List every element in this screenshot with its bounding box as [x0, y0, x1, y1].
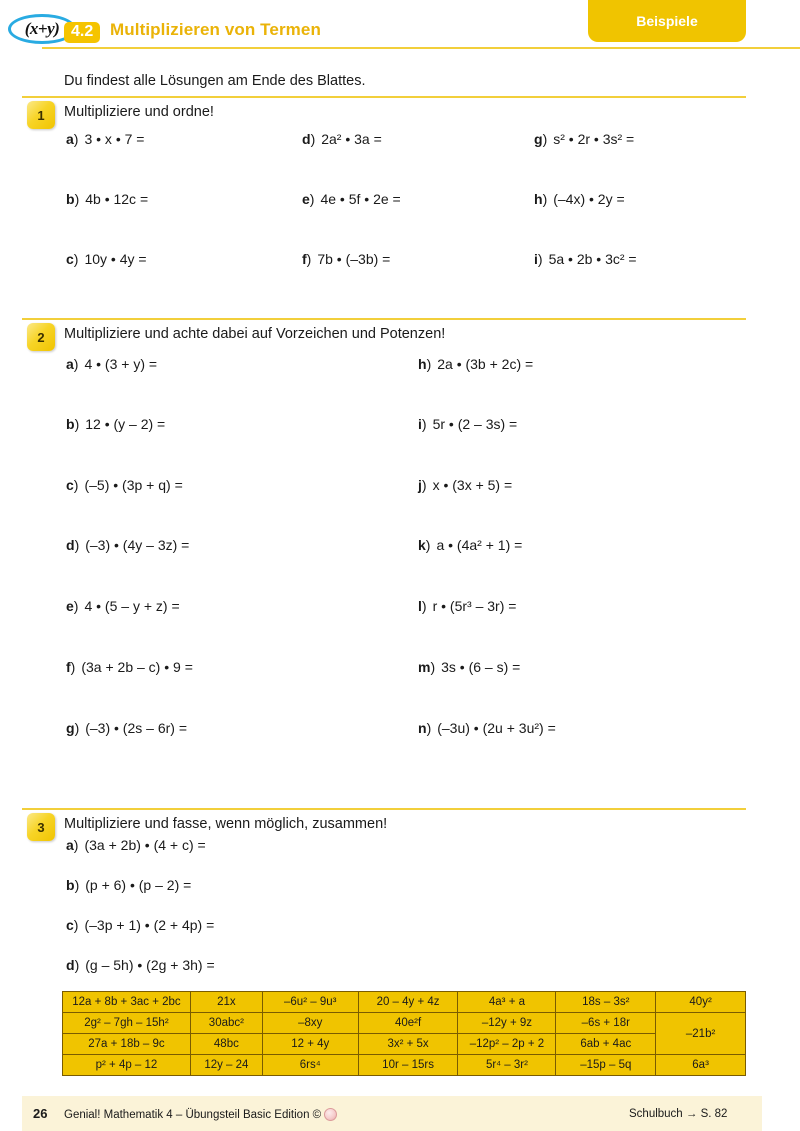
- item-expression: (p + 6) • (p – 2) =: [85, 877, 192, 893]
- item-expression: (–5) • (3p + q) =: [84, 477, 183, 493]
- answer-cell: –12p² – 2p + 2: [458, 1034, 556, 1055]
- answer-cell: 40y²: [656, 992, 746, 1013]
- item-expression: x • (3x + 5) =: [432, 477, 513, 493]
- item-label: a ): [66, 131, 78, 147]
- item-expression: 12 • (y – 2) =: [85, 416, 166, 432]
- item-label: n ): [418, 720, 431, 736]
- answer-cell: 10r – 15rs: [358, 1055, 458, 1076]
- answer-cell: 6ab + 4ac: [556, 1034, 656, 1055]
- section-divider: [22, 808, 746, 810]
- answer-cell: 12 + 4y: [262, 1034, 358, 1055]
- answer-cell: –8xy: [262, 1013, 358, 1034]
- header-divider: [42, 47, 800, 49]
- item-label: h ): [534, 191, 547, 207]
- item-label: d ): [66, 957, 79, 973]
- exercise-item-2d: [66, 537, 189, 553]
- answer-cell: 20 – 4y + 4z: [358, 992, 458, 1013]
- exercise-item-2c: [66, 477, 183, 493]
- item-label: g ): [66, 720, 79, 736]
- exercise-item-2l: [418, 598, 516, 614]
- item-expression: (3a + 2b) • (4 + c) =: [84, 837, 206, 853]
- item-label: c ): [66, 251, 78, 267]
- exercise-item-2f: [66, 659, 193, 675]
- item-expression: 3 • x • 7 =: [84, 131, 145, 147]
- exercise-number-badge-2: 2: [27, 323, 55, 351]
- item-expression: 2a • (3b + 2c) =: [437, 356, 534, 372]
- item-expression: 7b • (–3b) =: [317, 251, 391, 267]
- answer-cell: –15p – 5q: [556, 1055, 656, 1076]
- item-expression: 10y • 4y =: [84, 251, 147, 267]
- item-label: e ): [302, 191, 314, 207]
- table-row: [63, 1055, 746, 1076]
- item-expression: (–3u) • (2u + 3u²) =: [437, 720, 556, 736]
- exercise-item-3d: [66, 957, 215, 973]
- schulbuch-reference: Schulbuch → S. 82: [629, 1108, 728, 1120]
- exercise-item-1d: [302, 131, 382, 147]
- item-expression: r • (5r³ – 3r) =: [432, 598, 517, 614]
- footer-credit-text: Genial! Mathematik 4 – Übungsteil Basic Edition ©: [64, 1109, 322, 1121]
- section-divider: [22, 96, 746, 98]
- table-row: [63, 1034, 746, 1055]
- exercise-item-2m: [418, 659, 520, 675]
- footer-left-margin: [0, 1096, 22, 1131]
- section-divider: [22, 318, 746, 320]
- answer-cell: 48bc: [190, 1034, 262, 1055]
- answer-cell: 18s – 3s²: [556, 992, 656, 1013]
- exercise-item-1i: [534, 251, 637, 267]
- intro-text: Du findest alle Lösungen am Ende des Blattes.: [64, 73, 366, 89]
- exercise-item-2g: [66, 720, 187, 736]
- item-expression: a • (4a² + 1) =: [436, 537, 523, 553]
- exercise-item-1f: [302, 251, 390, 267]
- exercise-item-3b: [66, 877, 191, 893]
- answer-cell: 12a + 8b + 3ac + 2bc: [63, 992, 191, 1013]
- item-expression: 4 • (5 – y + z) =: [84, 598, 180, 614]
- answer-cell: 21x: [190, 992, 262, 1013]
- item-label: b ): [66, 416, 79, 432]
- footer-credit: [64, 1108, 337, 1121]
- answer-cell-merged: –21b²: [656, 1013, 746, 1055]
- item-expression: (3a + 2b – c) • 9 =: [81, 659, 193, 675]
- exercise-heading-1: Multipliziere und ordne!: [64, 104, 214, 120]
- item-expression: 2a² • 3a =: [321, 131, 382, 147]
- item-label: h ): [418, 356, 431, 372]
- item-label: b ): [66, 877, 79, 893]
- item-expression: 4b • 12c =: [85, 191, 149, 207]
- item-expression: (–3) • (2s – 6r) =: [85, 720, 188, 736]
- page-number: 26: [33, 1106, 48, 1121]
- item-expression: 4e • 5f • 2e =: [320, 191, 401, 207]
- item-label: c ): [66, 477, 78, 493]
- exercise-section-1: [0, 96, 800, 286]
- exercise-heading-2: Multipliziere und achte dabei auf Vorzeichen und Potenzen!: [64, 326, 446, 342]
- item-label: f ): [66, 659, 75, 675]
- answer-cell: p² + 4p – 12: [63, 1055, 191, 1076]
- table-row: [63, 992, 746, 1013]
- table-row: [63, 1013, 746, 1034]
- answer-cell: 5r⁴ – 3r²: [458, 1055, 556, 1076]
- exercise-number-badge-3: 3: [27, 813, 55, 841]
- exercise-section-2: [0, 318, 800, 758]
- exercise-item-2k: [418, 537, 522, 553]
- item-expression: (g – 5h) • (2g + 3h) =: [85, 957, 215, 973]
- exercise-item-3c: [66, 917, 214, 933]
- exercise-item-1g: [534, 131, 634, 147]
- page-footer: [0, 1096, 800, 1131]
- page-title: Multiplizieren von Termen: [110, 20, 321, 39]
- answer-cell: –12y + 9z: [458, 1013, 556, 1034]
- answer-cell: 6a³: [656, 1055, 746, 1076]
- footer-right-margin: [762, 1096, 800, 1131]
- exercise-item-1a: [66, 131, 144, 147]
- item-expression: s² • 2r • 3s² =: [553, 131, 635, 147]
- answer-cell: 4a³ + a: [458, 992, 556, 1013]
- exercise-item-2j: [418, 477, 512, 493]
- item-label: m ): [418, 659, 435, 675]
- answer-cell: 3x² + 5x: [358, 1034, 458, 1055]
- publisher-logo-icon: [324, 1108, 337, 1121]
- exercise-item-2h: [418, 356, 533, 372]
- exercise-number-badge-1: 1: [27, 101, 55, 129]
- item-label: i ): [418, 416, 427, 432]
- item-expression: 3s • (6 – s) =: [441, 659, 521, 675]
- logo-text: (x+y): [24, 19, 60, 38]
- answer-cell: –6s + 18r: [556, 1013, 656, 1034]
- exercise-item-2n: [418, 720, 556, 736]
- exercise-item-1h: [534, 191, 625, 207]
- exercise-item-1e: [302, 191, 401, 207]
- item-label: c ): [66, 917, 78, 933]
- item-expression: (–3p + 1) • (2 + 4p) =: [84, 917, 215, 933]
- item-label: g ): [534, 131, 547, 147]
- item-expression: 4 • (3 + y) =: [84, 356, 158, 372]
- exercise-heading-3: Multipliziere und fasse, wenn möglich, zusammen!: [64, 816, 388, 832]
- item-label: j ): [418, 477, 427, 493]
- item-label: d ): [302, 131, 315, 147]
- answer-cell: –6u² – 9u³: [262, 992, 358, 1013]
- item-label: i ): [534, 251, 543, 267]
- exercise-item-2b: [66, 416, 165, 432]
- answer-cell: 27a + 18b – 9c: [63, 1034, 191, 1055]
- item-expression: 5a • 2b • 3c² =: [548, 251, 637, 267]
- exercise-item-1c: [66, 251, 147, 267]
- page-header: [0, 0, 800, 52]
- item-expression: 5r • (2 – 3s) =: [432, 416, 518, 432]
- item-label: a ): [66, 356, 78, 372]
- exercise-item-2i: [418, 416, 517, 432]
- examples-button[interactable]: Beispiele: [588, 0, 746, 42]
- item-label: e ): [66, 598, 78, 614]
- exercise-item-2a: [66, 356, 157, 372]
- item-expression: (–3) • (4y – 3z) =: [85, 537, 190, 553]
- answer-cell: 6rs⁴: [262, 1055, 358, 1076]
- answer-cell: 30abc²: [190, 1013, 262, 1034]
- item-label: l ): [418, 598, 427, 614]
- answer-key-table: [62, 991, 746, 1076]
- answer-cell: 12y – 24: [190, 1055, 262, 1076]
- item-label: f ): [302, 251, 311, 267]
- item-expression: (–4x) • 2y =: [553, 191, 625, 207]
- answer-cell: 2g² – 7gh – 15h²: [63, 1013, 191, 1034]
- exercise-section-3: [0, 808, 800, 973]
- exercise-item-1b: [66, 191, 148, 207]
- item-label: k ): [418, 537, 430, 553]
- exercise-item-2e: [66, 598, 180, 614]
- exercise-item-3a: [66, 837, 206, 853]
- chapter-number-badge: 4.2: [64, 22, 100, 43]
- item-label: d ): [66, 537, 79, 553]
- item-label: b ): [66, 191, 79, 207]
- item-label: a ): [66, 837, 78, 853]
- answer-cell: 40e²f: [358, 1013, 458, 1034]
